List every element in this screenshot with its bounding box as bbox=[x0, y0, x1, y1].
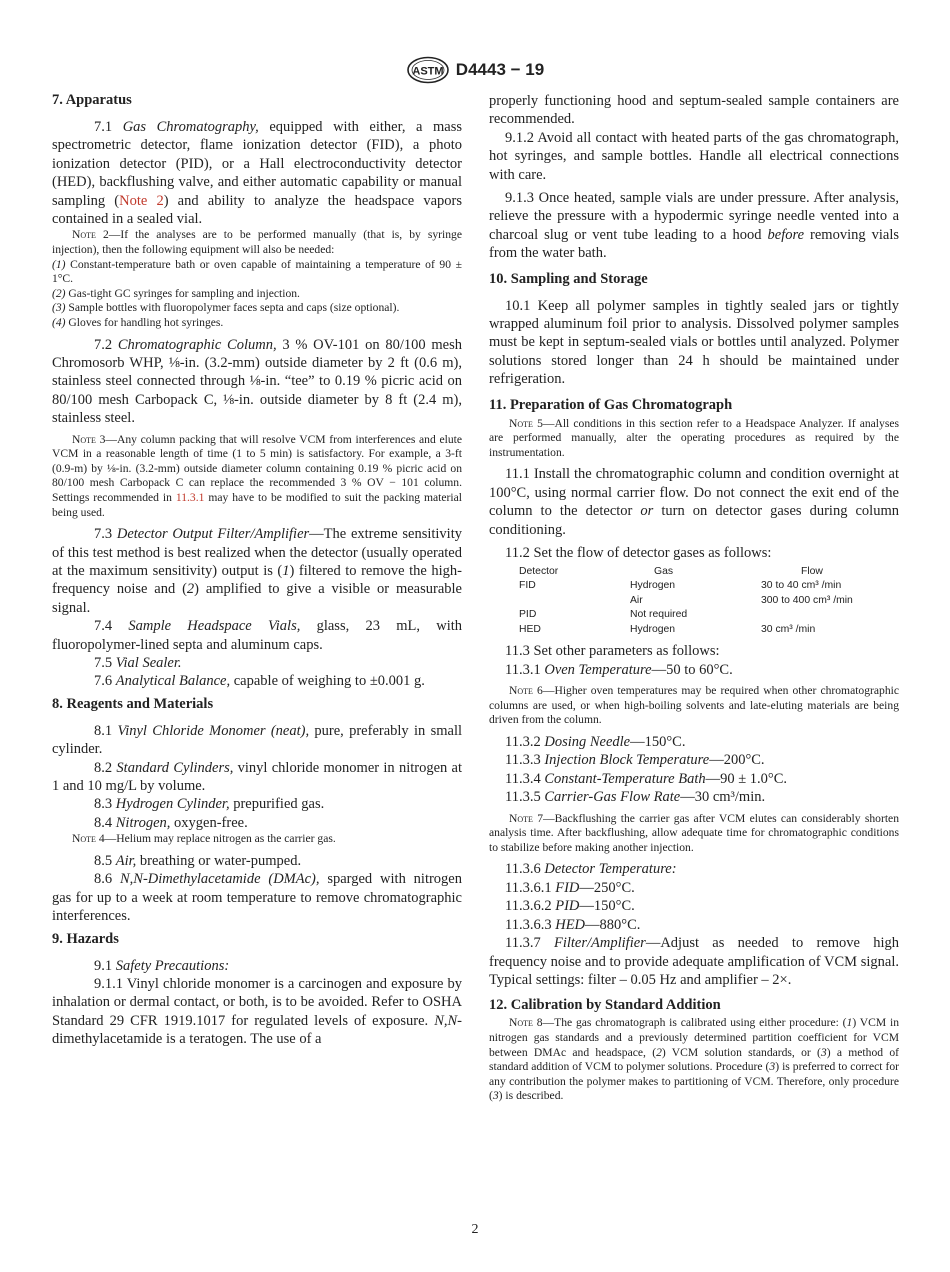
note-5: Note 5—All conditions in this section refer to a Headspace Analyzer. If analyses are performed manually, alter the operating procedures as required by the instrumentation. bbox=[489, 416, 899, 459]
table-row bbox=[519, 608, 881, 623]
table-row bbox=[519, 623, 881, 638]
table-cell: Air bbox=[630, 594, 643, 606]
para-11-3-4: 11.3.4 Constant-Temperature Bath—90 ± 1.0°C. bbox=[505, 770, 788, 787]
para-11-3-6-1: 11.3.6.1 FID—250°C. bbox=[505, 879, 635, 896]
table-cell: HED bbox=[519, 623, 541, 635]
para-8-2: 8.2 Standard Cylinders, vinyl chloride monomer in nitrogen at 1 and 10 mg/L by volume. bbox=[52, 759, 463, 795]
note-2-item-4: (4) Gloves for handling hot syringes. bbox=[52, 316, 224, 329]
section-12-heading: 12. Calibration by Standard Addition bbox=[489, 997, 721, 1014]
para-7-6: 7.6 Analytical Balance, capable of weighing to ±0.001 g. bbox=[94, 673, 425, 690]
section-11-heading: 11. Preparation of Gas Chromatograph bbox=[489, 396, 733, 413]
table-row bbox=[519, 594, 881, 609]
table-cell: PID bbox=[519, 609, 537, 621]
para-7-4: 7.4 Sample Headspace Vials, glass, 23 mL, with fluoropolymer-lined septa and aluminum caps. bbox=[52, 618, 462, 653]
table-cell bbox=[519, 594, 630, 609]
para-9-1-3: 9.1.3 Once heated, sample vials are under pressure. After analysis, relieve the pressure with a hypodermic syringe needle vented into a charcoal slug or vent tube leading to a hood before removing vials from the water bath. bbox=[489, 190, 899, 262]
note-4: Note 4—Helium may replace nitrogen as the carrier gas. bbox=[72, 832, 336, 846]
table-cell: 30 to 40 cm³ /min bbox=[761, 580, 842, 592]
section-7-heading: 7. Apparatus bbox=[52, 92, 132, 108]
para-11-1: 11.1 Install the chromatographic column and condition overnight at 100°C, using normal carrier flow. Do not connect the exit end of the column to the detector or turn on detector gases during column conditioning. bbox=[489, 466, 899, 538]
table-cell: Not required bbox=[630, 609, 688, 621]
table-row bbox=[519, 579, 881, 594]
para-9-1: 9.1 Safety Precautions: bbox=[94, 957, 230, 974]
para-7-3: 7.3 Detector Output Filter/Amplifier—The extreme sensitivity of this test method is best realized when the detector (usually operated at the maximum sensitivity) output is (1) filtered to remove the high-frequency noise and (2) amplified to give a visible or measurable signal. bbox=[52, 526, 462, 616]
table-cell: 300 to 400 cm³ /min bbox=[761, 594, 853, 606]
para-11-3: 11.3 Set other parameters as follows: bbox=[505, 643, 720, 660]
column-header-gas: Gas bbox=[654, 565, 674, 577]
para-8-4: 8.4 Nitrogen, oxygen-free. bbox=[94, 814, 248, 831]
standard-designation: D4443 − 19 bbox=[455, 60, 545, 79]
para-11-3-6-3: 11.3.6.3 HED—880°C. bbox=[505, 916, 641, 933]
table-cell: Hydrogen bbox=[630, 623, 676, 635]
para-11-3-6: 11.3.6 Detector Temperature: bbox=[505, 861, 677, 878]
para-9-1-2: 9.1.2 Avoid all contact with heated parts of the gas chromatograph, hot syringes, and sample bottles. Handle all electrical connections with care. bbox=[489, 129, 899, 183]
note-2: Note 2—If the analyses are to be performed manually (that is, by syringe injection), then the following equipment will also be needed: bbox=[52, 228, 462, 257]
right-column bbox=[489, 92, 899, 1104]
para-11-2: 11.2 Set the flow of detector gases as follows: bbox=[505, 545, 772, 562]
section-11-3-1-link[interactable]: 11.3.1 bbox=[175, 491, 205, 504]
section-9-heading: 9. Hazards bbox=[52, 930, 119, 947]
note-2-item-3: (3) Sample bottles with fluoropolymer faces septa and caps (size optional). bbox=[52, 301, 400, 315]
note-2-link[interactable]: Note 2 bbox=[119, 192, 164, 209]
note-3: Note 3—Any column packing that will resolve VCM from interferences and elute VCM in a reasonable length of time (1 to 5 min) is satisfactory. For example, a 3-ft (0.9-m) by ⅛-in. (3.2-mm) outside diameter column containing 0.19 % picric acid on 80/100 mesh Carbopack C can replace the recommended 3 % OV − 101 column. Settings recommended in 11.3.1 may have to be modified to suit the packing material being used. bbox=[52, 432, 462, 519]
para-7-1: 7.1 Gas Chromatography, equipped with either, a mass spectrometric detector, flame ionization detector (FID), a photo ionization detector (PID), or a Hall electroconductivity detector (HED), backflushing valve, and either automatic capability or manual sampling (Note 2) and ability to analyze the headspace vapors contained in a sealed vial. bbox=[52, 119, 463, 228]
para-9-1-1-continued: properly functioning hood and septum-sealed sample containers are recommended. bbox=[489, 93, 899, 128]
table-cell: 30 cm³ /min bbox=[761, 623, 816, 635]
para-11-3-1: 11.3.1 Oven Temperature—50 to 60°C. bbox=[505, 661, 733, 678]
column-header-detector: Detector bbox=[519, 565, 559, 577]
para-7-5: 7.5 Vial Sealer. bbox=[94, 655, 182, 672]
para-8-3: 8.3 Hydrogen Cylinder, prepurified gas. bbox=[94, 796, 325, 813]
section-10-heading: 10. Sampling and Storage bbox=[489, 270, 648, 287]
note-8: Note 8—The gas chromatograph is calibrated using either procedure: (1) VCM in nitrogen gas standards and a previously determined partition coefficient for VCM between DMAc and headspace, (2) VCM solution standards, or (3) a method of standard addition of VCM to polymer solutions. Procedure (3) is preferred to correct for any contribution the polymer makes to partitioning of VCM. Therefore, only procedure (3) is described. bbox=[489, 1016, 900, 1103]
table-cell: Hydrogen bbox=[630, 580, 676, 592]
note-2-item-1: (1) Constant-temperature bath or oven capable of maintaining a temperature of 90 ± 1°C. bbox=[52, 257, 462, 286]
para-8-6: 8.6 N,N-Dimethylacetamide (DMAc), sparged with nitrogen gas for up to a week at room temperature to remove chromatographic interferences. bbox=[52, 871, 462, 925]
table-cell bbox=[761, 608, 881, 623]
para-7-2: 7.2 Chromatographic Column, 3 % OV-101 on 80/100 mesh Chromosorb WHP, ⅛-in. (3.2-mm) outside diameter by 2 ft (0.6 m), stainless steel connected through ⅛-in. “tee” to 0.19 % picric acid on 80/100 mesh Carbopack C, ⅛-in. outside diameter by 8 ft (2.4 m), stainless steel. bbox=[52, 336, 463, 427]
section-8-heading: 8. Reagents and Materials bbox=[52, 695, 214, 712]
para-9-1-1: 9.1.1 Vinyl chloride monomer is a carcinogen and exposure by inhalation or dermal contact, or both, is to be avoided. Refer to OSHA Standard 29 CFR 1919.1017 for regulated levels of exposure. N,N-dimethylacetamide is a teratogen. The use of a bbox=[52, 975, 462, 1048]
astm-logo-icon bbox=[406, 56, 450, 84]
page-number: 2 bbox=[471, 1222, 479, 1237]
table-cell: FID bbox=[519, 580, 536, 592]
para-11-3-5: 11.3.5 Carrier-Gas Flow Rate—30 cm³/min. bbox=[505, 789, 766, 806]
page-header bbox=[0, 56, 950, 84]
para-8-5: 8.5 Air, breathing or water-pumped. bbox=[94, 852, 302, 869]
para-8-1: 8.1 Vinyl Chloride Monomer (neat), pure, preferably in small cylinder. bbox=[52, 722, 462, 758]
column-header-flow: Flow bbox=[801, 565, 823, 577]
para-10-1: 10.1 Keep all polymer samples in tightly sealed jars or tightly wrapped aluminum foil prior to analysis. Dissolved polymer samples must be kept in septum-sealed vials or bottles until analyzed. Polymer solutions stored longer than 24 h should be maintained under refrigeration. bbox=[489, 297, 900, 388]
svg-text:ASTM: ASTM bbox=[412, 65, 444, 78]
left-column bbox=[52, 92, 462, 1049]
para-11-3-3: 11.3.3 Injection Block Temperature—200°C. bbox=[505, 752, 765, 769]
note-7: Note 7—Backflushing the carrier gas after VCM elutes can considerably shorten analysis time. After backflushing, allow adequate time for chromatographic conditions to stabilize before making another injection. bbox=[489, 811, 899, 854]
para-11-3-7: 11.3.7 Filter/Amplifier—Adjust as needed to remove high frequency noise and to provide adequate amplification of VCM signal. Typical settings: filter – 0.05 Hz and amplifier – 2×. bbox=[489, 935, 899, 988]
para-11-3-2: 11.3.2 Dosing Needle—150°C. bbox=[505, 734, 686, 751]
table-header-row bbox=[519, 565, 881, 580]
detector-gas-flow-table bbox=[519, 565, 881, 638]
note-6: Note 6—Higher oven temperatures may be required when other chromatographic columns are used, or when high-boiling solvents and late-eluting materials are being driven from the column. bbox=[489, 684, 899, 727]
note-2-item-2: (2) Gas-tight GC syringes for sampling and injection. bbox=[52, 286, 300, 300]
para-11-3-6-2: 11.3.6.2 PID—150°C. bbox=[505, 898, 635, 915]
